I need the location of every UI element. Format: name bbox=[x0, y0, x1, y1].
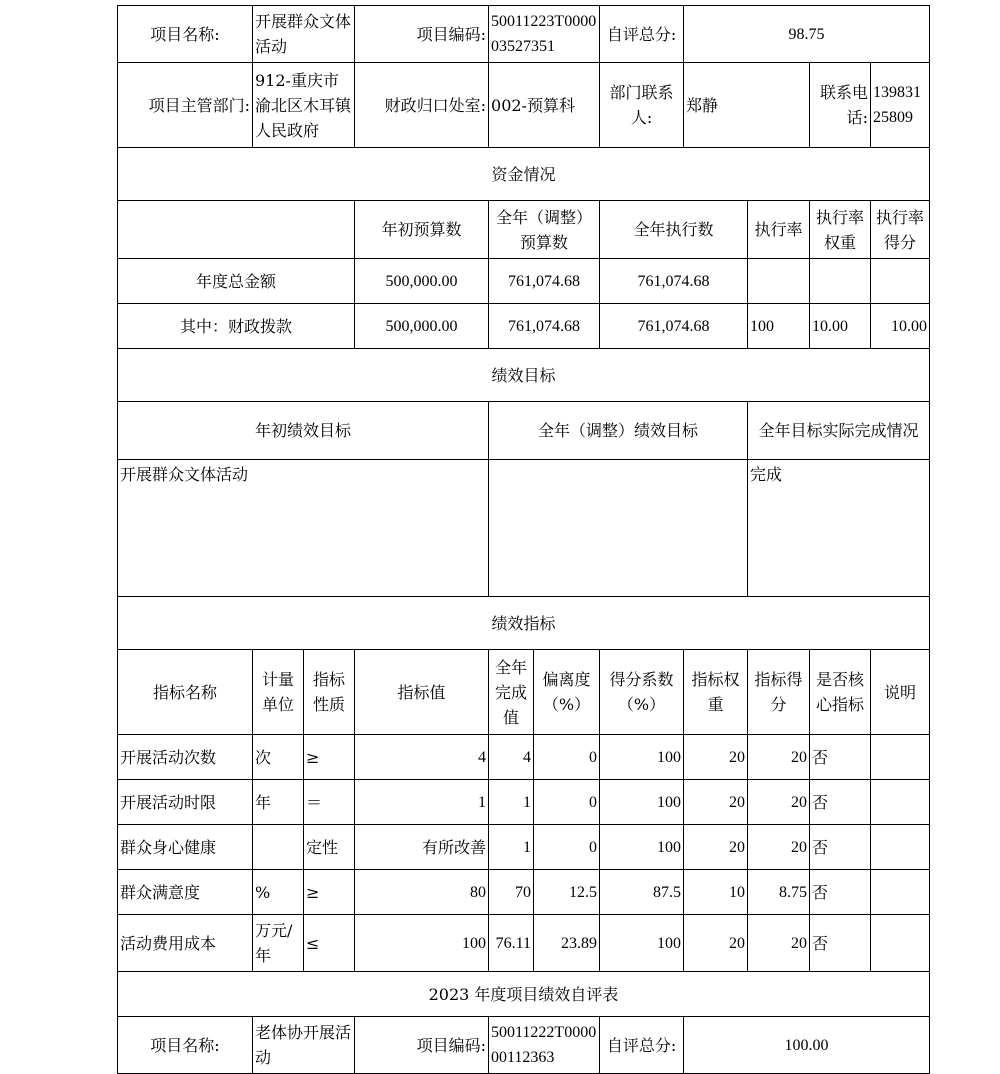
ind-deviation: 12.5 bbox=[534, 870, 600, 915]
ind-nature: ≥ bbox=[304, 870, 355, 915]
project-code-label: 项目编码: bbox=[355, 6, 489, 63]
ind-name: 群众满意度 bbox=[118, 870, 253, 915]
indicator-row bbox=[118, 915, 930, 972]
ind-name: 开展活动次数 bbox=[118, 735, 253, 780]
funds-executed: 761,074.68 bbox=[600, 259, 748, 304]
ind-weight: 20 bbox=[684, 780, 748, 825]
ind-core: 否 bbox=[810, 915, 871, 972]
funds-header-weight: 执行率权重 bbox=[810, 201, 871, 259]
department-row bbox=[118, 63, 930, 148]
goals-header-adjusted: 全年（调整）绩效目标 bbox=[489, 402, 748, 460]
ind-header-target: 指标值 bbox=[355, 650, 489, 735]
project-name-label: 项目名称: bbox=[118, 1017, 253, 1074]
self-score-label: 自评总分: bbox=[600, 1017, 684, 1074]
indicator-row bbox=[118, 780, 930, 825]
funds-header-blank bbox=[118, 201, 355, 259]
ind-name: 群众身心健康 bbox=[118, 825, 253, 870]
ind-target: 100 bbox=[355, 915, 489, 972]
ind-weight: 20 bbox=[684, 825, 748, 870]
ind-deviation: 0 bbox=[534, 825, 600, 870]
ind-note bbox=[871, 825, 930, 870]
project-name-value: 开展群众文体活动 bbox=[253, 6, 355, 63]
funds-adjusted: 761,074.68 bbox=[489, 304, 600, 349]
contact-label: 部门联系人: bbox=[600, 63, 684, 148]
ind-header-actual: 全年完成值 bbox=[489, 650, 534, 735]
ind-coef: 100 bbox=[600, 825, 684, 870]
goals-content-row bbox=[118, 460, 930, 597]
ind-score: 20 bbox=[748, 825, 810, 870]
funds-rate: 100 bbox=[748, 304, 810, 349]
ind-nature: ≥ bbox=[304, 735, 355, 780]
ind-coef: 100 bbox=[600, 780, 684, 825]
ind-header-weight: 指标权重 bbox=[684, 650, 748, 735]
ind-score: 20 bbox=[748, 915, 810, 972]
indicator-row bbox=[118, 735, 930, 780]
indicators-title: 绩效指标 bbox=[118, 597, 930, 650]
ind-actual: 1 bbox=[489, 780, 534, 825]
ind-unit bbox=[253, 825, 304, 870]
indicators-header-row bbox=[118, 650, 930, 735]
ind-name: 活动费用成本 bbox=[118, 915, 253, 972]
self-score-label: 自评总分: bbox=[600, 6, 684, 63]
project-info-row bbox=[118, 6, 930, 63]
funds-title-row bbox=[118, 148, 930, 201]
finance-label: 财政归口处室: bbox=[355, 63, 489, 148]
ind-score: 20 bbox=[748, 780, 810, 825]
funds-initial: 500,000.00 bbox=[355, 304, 489, 349]
dept-value: 912-重庆市渝北区木耳镇人民政府 bbox=[253, 63, 355, 148]
self-score-value: 100.00 bbox=[684, 1017, 930, 1074]
goals-title-row bbox=[118, 349, 930, 402]
ind-unit: 万元/年 bbox=[253, 915, 304, 972]
project-info-row bbox=[118, 1017, 930, 1074]
ind-note bbox=[871, 780, 930, 825]
funds-weight bbox=[810, 259, 871, 304]
funds-header-adjusted: 全年（调整）预算数 bbox=[489, 201, 600, 259]
ind-deviation: 0 bbox=[534, 780, 600, 825]
ind-header-name: 指标名称 bbox=[118, 650, 253, 735]
next-table-title: 2023 年度项目绩效自评表 bbox=[118, 972, 930, 1017]
funds-adjusted: 761,074.68 bbox=[489, 259, 600, 304]
ind-nature: ≤ bbox=[304, 915, 355, 972]
ind-header-score: 指标得分 bbox=[748, 650, 810, 735]
funds-header-initial: 年初预算数 bbox=[355, 201, 489, 259]
ind-note bbox=[871, 870, 930, 915]
goals-initial: 开展群众文体活动 bbox=[118, 460, 489, 597]
ind-header-coef: 得分系数（%） bbox=[600, 650, 684, 735]
ind-note bbox=[871, 735, 930, 780]
goals-header-initial: 年初绩效目标 bbox=[118, 402, 489, 460]
phone-label: 联系电话: bbox=[810, 63, 871, 148]
phone-value: 13983125809 bbox=[871, 63, 930, 148]
ind-coef: 100 bbox=[600, 915, 684, 972]
next-table-title-row bbox=[118, 972, 930, 1017]
project-name-label: 项目名称: bbox=[118, 6, 253, 63]
ind-score: 8.75 bbox=[748, 870, 810, 915]
ind-coef: 87.5 bbox=[600, 870, 684, 915]
ind-unit: 次 bbox=[253, 735, 304, 780]
funds-score: 10.00 bbox=[871, 304, 930, 349]
ind-target: 1 bbox=[355, 780, 489, 825]
ind-nature: 定性 bbox=[304, 825, 355, 870]
ind-target: 4 bbox=[355, 735, 489, 780]
ind-core: 否 bbox=[810, 870, 871, 915]
performance-self-evaluation-form bbox=[117, 5, 928, 1068]
ind-header-unit: 计量单位 bbox=[253, 650, 304, 735]
project-code-value: 50011222T000000112363 bbox=[489, 1017, 600, 1074]
finance-value: 002-预算科 bbox=[489, 63, 600, 148]
ind-target: 80 bbox=[355, 870, 489, 915]
project-code-value: 50011223T000003527351 bbox=[489, 6, 600, 63]
ind-deviation: 23.89 bbox=[534, 915, 600, 972]
ind-unit: % bbox=[253, 870, 304, 915]
ind-actual: 4 bbox=[489, 735, 534, 780]
ind-header-note: 说明 bbox=[871, 650, 930, 735]
ind-score: 20 bbox=[748, 735, 810, 780]
ind-core: 否 bbox=[810, 825, 871, 870]
ind-nature: ＝ bbox=[304, 780, 355, 825]
ind-target: 有所改善 bbox=[355, 825, 489, 870]
ind-header-core: 是否核心指标 bbox=[810, 650, 871, 735]
contact-value: 郑静 bbox=[684, 63, 810, 148]
goals-header-row bbox=[118, 402, 930, 460]
ind-unit: 年 bbox=[253, 780, 304, 825]
funds-header-rate: 执行率 bbox=[748, 201, 810, 259]
goals-header-actual: 全年目标实际完成情况 bbox=[748, 402, 930, 460]
goals-adjusted bbox=[489, 460, 748, 597]
ind-coef: 100 bbox=[600, 735, 684, 780]
funds-header-row bbox=[118, 201, 930, 259]
goals-title: 绩效目标 bbox=[118, 349, 930, 402]
dept-label: 项目主管部门: bbox=[118, 63, 253, 148]
ind-name: 开展活动时限 bbox=[118, 780, 253, 825]
ind-header-deviation: 偏离度（%） bbox=[534, 650, 600, 735]
ind-core: 否 bbox=[810, 735, 871, 780]
funds-header-executed: 全年执行数 bbox=[600, 201, 748, 259]
ind-header-nature: 指标性质 bbox=[304, 650, 355, 735]
funds-score bbox=[871, 259, 930, 304]
self-score-value: 98.75 bbox=[684, 6, 930, 63]
indicator-row bbox=[118, 825, 930, 870]
ind-actual: 1 bbox=[489, 825, 534, 870]
ind-weight: 20 bbox=[684, 915, 748, 972]
funds-initial: 500,000.00 bbox=[355, 259, 489, 304]
funds-row-label: 其中：财政拨款 bbox=[118, 304, 355, 349]
goals-actual: 完成 bbox=[748, 460, 930, 597]
funds-title: 资金情况 bbox=[118, 148, 930, 201]
indicator-row bbox=[118, 870, 930, 915]
funds-weight: 10.00 bbox=[810, 304, 871, 349]
project-code-label: 项目编码: bbox=[355, 1017, 489, 1074]
ind-actual: 76.11 bbox=[489, 915, 534, 972]
ind-weight: 20 bbox=[684, 735, 748, 780]
funds-row bbox=[118, 304, 930, 349]
ind-actual: 70 bbox=[489, 870, 534, 915]
ind-core: 否 bbox=[810, 780, 871, 825]
funds-row-label: 年度总金额 bbox=[118, 259, 355, 304]
project-name-value: 老体协开展活动 bbox=[253, 1017, 355, 1074]
funds-executed: 761,074.68 bbox=[600, 304, 748, 349]
funds-row bbox=[118, 259, 930, 304]
funds-rate bbox=[748, 259, 810, 304]
indicators-title-row bbox=[118, 597, 930, 650]
ind-deviation: 0 bbox=[534, 735, 600, 780]
evaluation-table bbox=[117, 5, 930, 1074]
funds-header-score: 执行率得分 bbox=[871, 201, 930, 259]
ind-weight: 10 bbox=[684, 870, 748, 915]
ind-note bbox=[871, 915, 930, 972]
